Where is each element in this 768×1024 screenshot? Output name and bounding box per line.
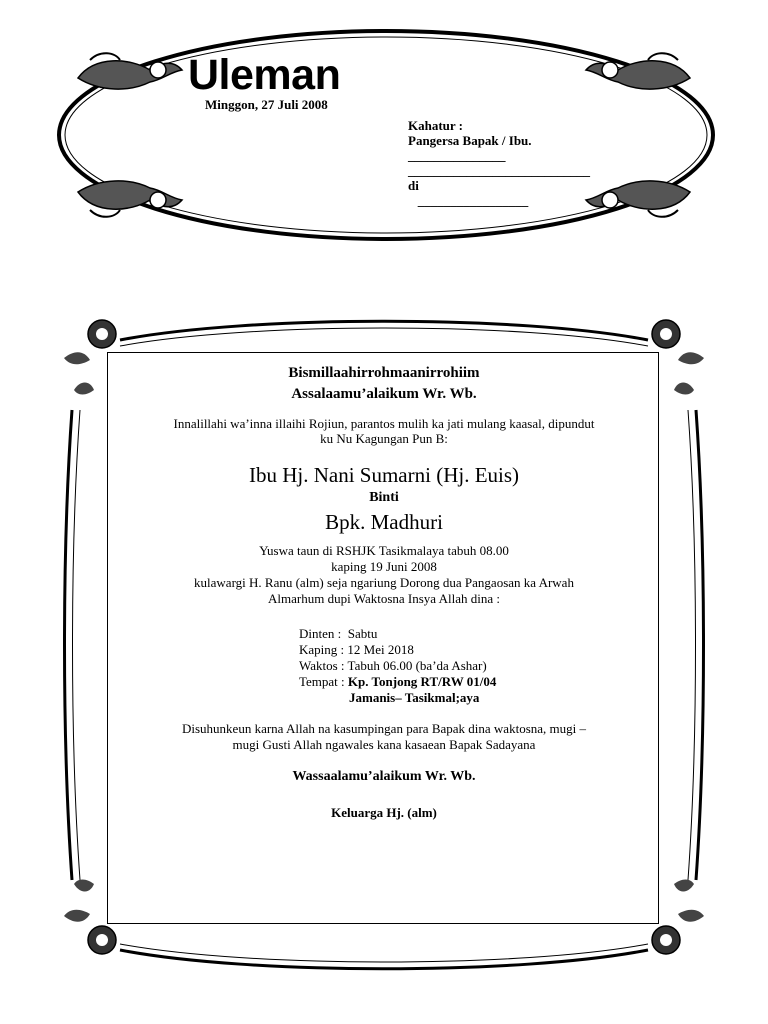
- body-line: Almarhum dupi Waktosna Insya Allah dina :: [268, 591, 500, 606]
- body-line: kaping 19 Juni 2008: [331, 559, 437, 574]
- greeting-salam: Assalaamu’alaikum Wr. Wb.: [291, 386, 477, 402]
- father-name: Bpk. Madhuri: [325, 510, 443, 534]
- oval-frame: [0, 0, 768, 260]
- deceased-name: Ibu Hj. Nani Sumarni (Hj. Euis): [248, 463, 520, 487]
- signature: Keluarga Hj. (alm): [331, 805, 437, 820]
- addressee-line: Kahatur :: [408, 118, 464, 133]
- header-date: Minggon, 27 Juli 2008: [205, 97, 328, 112]
- detail-kaping: Kaping : 12 Mei 2018: [299, 642, 414, 657]
- tempat-value: Kp. Tonjong RT/RW 01/04: [347, 674, 497, 689]
- detail-dinten: Dinten : Sabtu: [299, 626, 378, 641]
- greeting-bismillah: Bismillaahirrohmaanirrohiim: [288, 365, 480, 381]
- invitation-title: Uleman: [188, 51, 341, 99]
- closing-line: mugi Gusti Allah ngawales kana kasaean Bapak Sadayana: [232, 737, 536, 752]
- detail-waktos: Waktos : Tabuh 06.00 (ba’da Ashar): [299, 658, 487, 673]
- body-line: Yuswa taun di RSHJK Tasikmalaya tabuh 08.00: [259, 543, 509, 558]
- binti-label: Binti: [369, 490, 399, 505]
- body-line: kulawargi H. Ranu (alm) seja ngariung Dorong dua Pangaosan ka Arwah: [194, 575, 574, 590]
- intro-line: ku Nu Kagungan Pun B:: [320, 431, 448, 446]
- addressee-line: di: [408, 178, 419, 193]
- addressee-line: Pangersa Bapak / Ibu.: [408, 133, 532, 148]
- corner-flower-icon: [652, 320, 704, 395]
- detail-tempat-line2: Jamanis– Tasikmal;aya: [349, 690, 480, 705]
- addressee-block: [408, 118, 590, 208]
- corner-flower-icon: [652, 880, 704, 955]
- addressee-line: _________________: [408, 193, 529, 208]
- tempat-label: Tempat :: [299, 674, 348, 689]
- farewell: Wassaalamu’alaikum Wr. Wb.: [292, 769, 476, 784]
- addressee-line: ____________________________: [408, 163, 590, 178]
- detail-tempat: [299, 674, 496, 689]
- closing-line: Disuhunkeun karna Allah na kasumpingan para Bapak dina waktosna, mugi –: [182, 721, 586, 736]
- intro-line: Innalillahi wa’inna illaihi Rojiun, parantos mulih ka jati mulang kaasal, dipundut: [173, 416, 595, 431]
- addressee-line: _______________: [408, 148, 506, 163]
- letter-content-box: [107, 352, 659, 924]
